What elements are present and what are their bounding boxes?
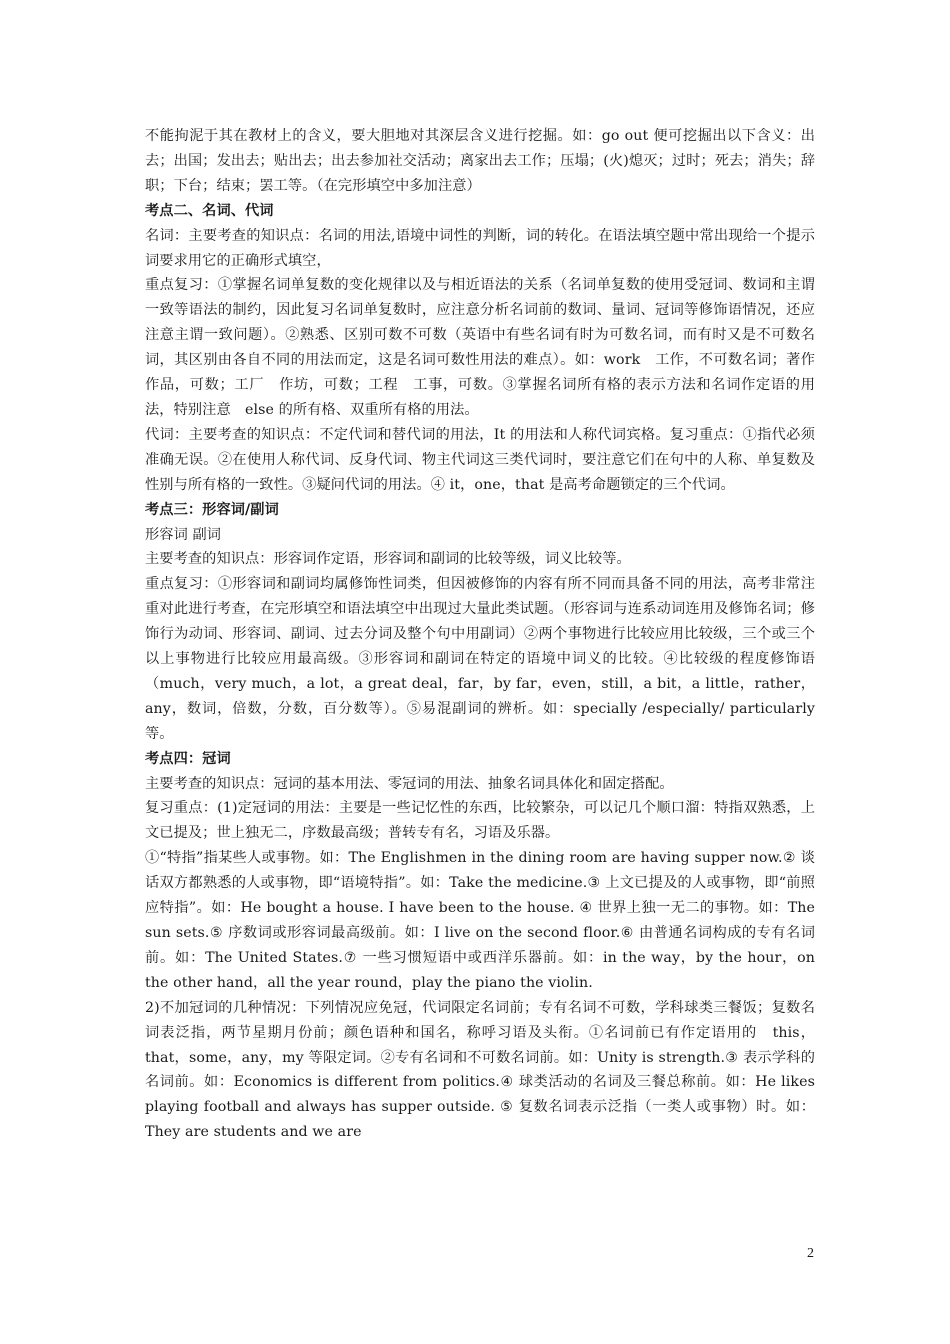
paragraph: 主要考查的知识点：形容词作定语，形容词和副词的比较等级，词义比较等。 — [145, 551, 631, 568]
paragraph: 重点复习：①形容词和副词均属修饰性词类，但因被修饰的内容有所不同而具备不同的用法，高考非常注重对此进行考查，在完形填空和语法填空中出现过大量此类试题。（形容词与连系动词连用及修饰名词；修饰行为动词、形容词、副词、过去分词及整个句中用副词）②两个事物进行比较应用比较级，三个或三个以上事物进行比较应用最高级。③形容词和副词在特定的语境中词义的比较。④比较级的程度修饰语（much，very much，a lot，a great deal，far，by far，even，still，a bit，a little，rather，any，数词，倍数，分数，百分数等）。⑤易混副词的辨析。如：specially /especially/ particularly 等。 — [145, 576, 815, 742]
page-number: 2 — [807, 1246, 814, 1261]
paragraph: 形容词 副词 — [145, 526, 222, 543]
paragraph: 重点复习：①掌握名词单复数的变化规律以及与相近语法的关系（名词单复数的使用受冠词、数词和主谓一致等语法的制约，因此复习名词单复数时，应注意分析名词前的数词、量词、冠词等修饰语情况，还应注意主谓一致问题）。②熟悉、区别可数不可数（英语中有些名词有时为可数名词，而有时又是不可数名词，其区别由各自不同的用法而定，这是名词可数性用法的难点）。如：work 工作，不可数名词；著作 作品，可数；工厂 作坊，可数；工程 工事，可数。③掌握名词所有格的表示方法和名词作定语的用法，特别注意 else 的所有格、双重所有格的用法。 — [145, 277, 830, 418]
paragraph: 2)不加冠词的几种情况：下列情况应免冠，代词限定名词前；专有名词不可数，学科球类三餐饭；复数名词表泛指，两节星期月份前；颜色语种和国名，称呼习语及头衔。①名词前已有作定语用的 this，that，some，any，my 等限定词。②专有名词和不可数名词前。如：Unity is strength.③ 表示学科的名词前。如：Economics is different from politics.④ 球类活动的名词及三餐总称前。如：He likes playing football and always has supper outside. ⑤ 复数名词表示泛指（一类人或事物）时。如：They are students and we are — [145, 999, 815, 1141]
document-body — [145, 124, 830, 1145]
paragraph: 主要考查的知识点：冠词的基本用法、零冠词的用法、抽象名词具体化和固定搭配。 — [145, 775, 674, 792]
section-heading: 考点二、名词、代词 — [145, 202, 274, 219]
paragraph: 复习重点：(1)定冠词的用法：主要是一些记忆性的东西，比较繁杂，可以记几个顺口溜：特指双熟悉，上文已提及；世上独无二，序数最高级；普转专有名，习语及乐器。 — [145, 800, 815, 842]
paragraph: ①“特指”指某些人或事物。如：The Englishmen in the dining room are having supper now.② 谈话双方都熟悉的人或事物，即“语境特指”。如：Take the medicine.③ 上文已提及的人或事物，即“前照应特指”。如：He bought a house. I have been to the house. ④ 世界上独一无二的事物。如：The sun sets.⑤ 序数词或形容词最高级前。如：I live on the second floor.⑥ 由普通名词构成的专有名词前。如：The United States.⑦ 一些习惯短语中或西洋乐器前。如：in the way，by the hour，on the other hand，all the year round，play the piano the violin. — [145, 850, 815, 991]
paragraph: 不能拘泥于其在教材上的含义，要大胆地对其深层含义进行挖掘。如：go out 便可挖掘出以下含义：出去；出国；发出去；贴出去；出去参加社交活动；离家出去工作；压塌；(火)熄灭；过时；死去；消失；辞职；下台；结束；罢工等。（在完形填空中多加注意） — [145, 128, 815, 194]
section-heading: 考点四：冠词 — [145, 750, 231, 767]
paragraph: 名词：主要考查的知识点：名词的用法,语境中词性的判断，词的转化。在语法填空题中常出现给一个提示词要求用它的正确形式填空， — [145, 227, 815, 269]
section-heading: 考点三：形容词/副词 — [145, 501, 279, 518]
paragraph: 代词：主要考查的知识点：不定代词和替代词的用法，It 的用法和人称代词宾格。复习重点：①指代必须准确无误。②在使用人称代词、反身代词、物主代词这三类代词时，要注意它们在句中的人称、单复数及性别与所有格的一致性。③疑问代词的用法。④ it，one，that 是高考命题锁定的三个代词。 — [145, 426, 815, 493]
